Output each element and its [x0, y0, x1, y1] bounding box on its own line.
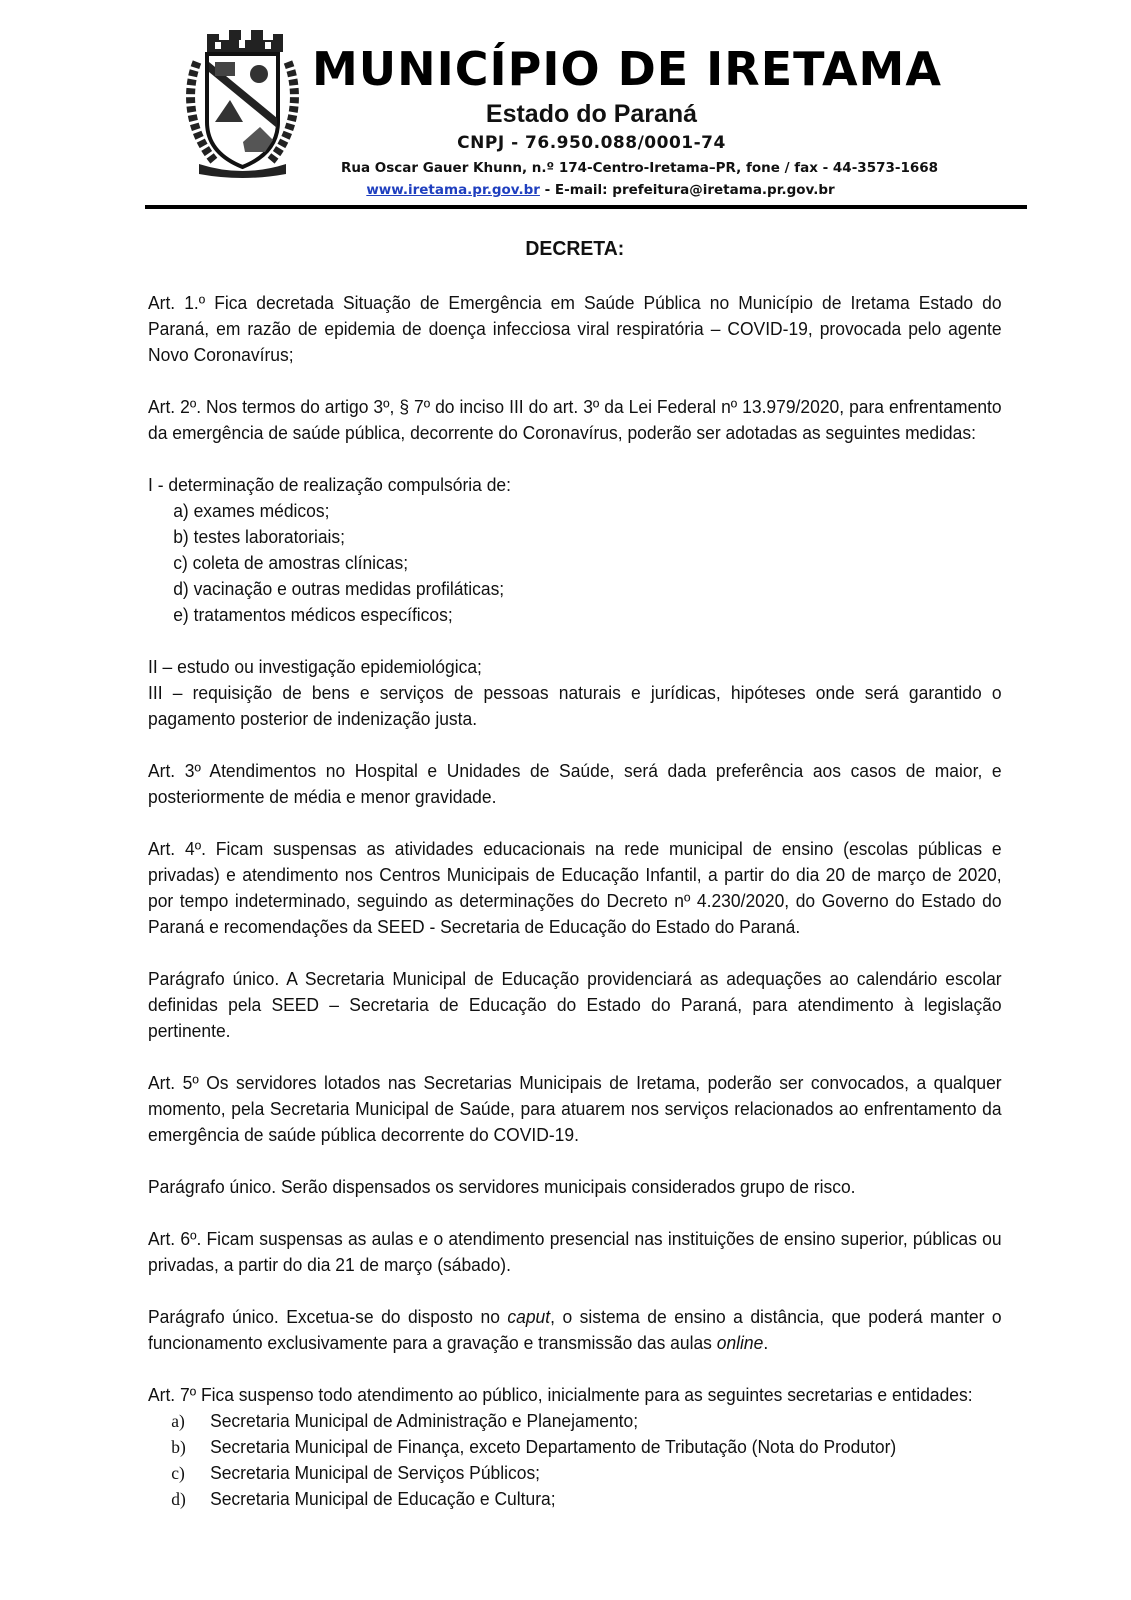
article-6-paragraph: [148, 1304, 1002, 1356]
article-4: Art. 4º. Ficam suspensas as atividades educacionais na rede municipal de ensino (escolas públicas e privadas) e atendimento nos Centros Municipais de Educação Infantil, a partir do dia 20 de março de 2020, por tempo indeterminado, seguindo as determinações do Decreto nº 4.230/2020, do Governo do Estado do Paraná e recomendações da SEED - Secretaria de Educação do Estado do Paraná.: [148, 839, 1002, 937]
email-text: - E-mail: prefeitura@iretama.pr.gov.br: [539, 182, 835, 198]
article-1: Art. 1.º Fica decretada Situação de Emergência em Saúde Pública no Município de Iretama Estado do Paraná, em razão de epidemia de doença infecciosa viral respiratória – COVID-19, provocada pelo agente Novo Coronavírus;: [148, 293, 1002, 365]
list-letter: d): [171, 1489, 186, 1509]
list-item: b) testes laboratoriais;: [173, 527, 346, 547]
article-6: Art. 6º. Ficam suspensas as aulas e o atendimento presencial nas instituições de ensino superior, públicas ou privadas, a partir do dia 21 de março (sábado).: [148, 1229, 1002, 1275]
list-item: c) coleta de amostras clínicas;: [173, 553, 409, 573]
list-letter: c): [171, 1463, 185, 1483]
website-link[interactable]: www.iretama.pr.gov.br: [366, 182, 540, 198]
list-text: Secretaria Municipal de Serviços Públicos;: [210, 1463, 541, 1483]
article-4-paragraph: Parágrafo único. A Secretaria Municipal de Educação providenciará as adequações ao calendário escolar definidas pela SEED – Secretaria de Educação do Estado do Paraná, para atendimento à legislação pertinente.: [148, 969, 1002, 1041]
article-3: Art. 3º Atendimentos no Hospital e Unidades de Saúde, será dada preferência aos casos de maior, e posteriormente de média e menor gravidade.: [148, 761, 1002, 807]
decree-body: [148, 236, 1002, 1512]
list-item: e) tratamentos médicos específicos;: [173, 605, 453, 625]
list-letter: a): [171, 1411, 185, 1431]
article-7-list: [148, 1408, 1002, 1512]
paragraph-text: Parágrafo único. Excetua-se do disposto no: [148, 1307, 508, 1327]
inciso-2: II – estudo ou investigação epidemiológica;: [148, 657, 482, 677]
list-item: a) exames médicos;: [173, 501, 330, 521]
list-item: [148, 1434, 1002, 1460]
inciso-1: I - determinação de realização compulsória de:: [148, 475, 511, 495]
online-term: online: [716, 1333, 764, 1353]
article-2: Art. 2º. Nos termos do artigo 3º, § 7º do inciso III do art. 3º da Lei Federal nº 13.979/2020, para enfrentamento da emergência de saúde pública, decorrente do Coronavírus, poderão ser adotadas as seguintes medidas:: [148, 397, 1002, 443]
list-item: d) vacinação e outras medidas profiláticas;: [173, 579, 505, 599]
list-text: Secretaria Municipal de Finança, exceto Departamento de Tributação (Nota do Produtor): [210, 1437, 897, 1457]
list-text: Secretaria Municipal de Educação e Cultura;: [210, 1489, 556, 1509]
contact-line: [0, 182, 1131, 198]
article-5-paragraph: Parágrafo único. Serão dispensados os servidores municipais considerados grupo de risco.: [148, 1177, 856, 1197]
list-letter: b): [171, 1437, 186, 1457]
paragraph-text: .: [763, 1333, 769, 1353]
decree-heading: DECRETA:: [525, 238, 625, 260]
municipality-title: MUNICÍPIO DE IRETAMA: [312, 42, 942, 96]
inciso-1-block: [148, 472, 1002, 628]
paragraph-text: , o sistema de ensino a distância, que poderá manter o funcionamento exclusivamente para a gravação e transmissão das aulas: [148, 1307, 1002, 1353]
list-item: [148, 1408, 1002, 1434]
cnpj-number: CNPJ - 76.950.088/0001-74: [457, 133, 726, 153]
article-7: Art. 7º Fica suspenso todo atendimento ao público, inicialmente para as seguintes secretarias e entidades:: [148, 1385, 973, 1405]
list-item: [148, 1486, 1002, 1512]
list-text: Secretaria Municipal de Administração e Planejamento;: [210, 1411, 639, 1431]
header-divider: [145, 205, 1027, 209]
caput-term: caput: [507, 1307, 551, 1327]
article-5: Art. 5º Os servidores lotados nas Secretarias Municipais de Iretama, poderão ser convocados, a qualquer momento, pela Secretaria Municipal de Saúde, para atuarem nos serviços relacionados ao enfrentamento da emergência de saúde pública decorrente do COVID-19.: [148, 1073, 1002, 1145]
address-line: Rua Oscar Gauer Khunn, n.º 174-Centro-Iretama–PR, fone / fax - 44-3573-1668: [340, 160, 939, 176]
list-item: [148, 1460, 1002, 1486]
letterhead: [0, 0, 1131, 215]
inciso-3: III – requisição de bens e serviços de pessoas naturais e jurídicas, hipóteses onde será garantido o pagamento posterior de indenização justa.: [148, 683, 1002, 729]
state-name: Estado do Paraná: [485, 100, 698, 128]
